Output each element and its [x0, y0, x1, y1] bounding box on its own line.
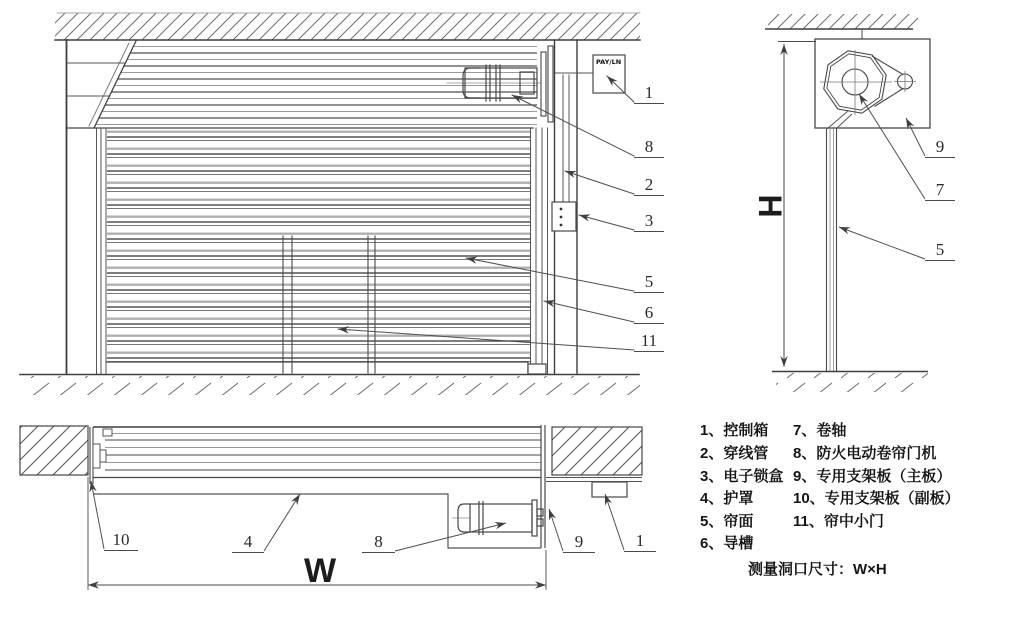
- legend-item-10: 10、专用支架板（副板）: [793, 490, 960, 507]
- measure-note: 测量洞口尺寸：W×H: [748, 561, 887, 578]
- wire-conduit: [563, 75, 569, 202]
- side-floor: [772, 372, 928, 393]
- plan-main-bracket: [541, 425, 545, 548]
- callout-plan-9: 9: [563, 532, 595, 553]
- callout-side-7: 7: [925, 180, 955, 201]
- curtain-bottom-bar: [107, 362, 546, 374]
- callout-side-9: 9: [925, 137, 955, 158]
- callout-8: 8: [634, 137, 664, 158]
- legend-item-4: 4、护罩: [700, 490, 754, 507]
- right-guide-rail: [531, 128, 548, 374]
- callout-3: 3: [634, 211, 664, 232]
- legend-item-7: 7、卷轴: [793, 422, 847, 439]
- legend-item-3: 3、电子锁盒: [700, 468, 784, 485]
- callout-1: 1: [634, 83, 664, 104]
- callout-plan-4: 4: [232, 532, 264, 553]
- plan-leader-lines: [91, 481, 624, 551]
- side-curtain: [827, 111, 853, 371]
- legend-item-6: 6、导槽: [700, 535, 754, 552]
- hood-rolled-curtain: [66, 41, 537, 128]
- control-box-logo: PAY/LN: [596, 58, 622, 66]
- protective-cover: [93, 494, 541, 548]
- legend-item-1: 1、控制箱: [700, 422, 769, 439]
- width-dimension-label: W: [303, 552, 337, 590]
- legend-item-11: 11、帘中小门: [793, 513, 884, 530]
- lock-box: [552, 202, 576, 231]
- left-guide-rail: [97, 128, 107, 374]
- callout-plan-8: 8: [362, 532, 395, 553]
- plan-motor: [452, 500, 543, 536]
- plan-left-wall: [20, 426, 88, 475]
- legend-item-8: 8、防火电动卷帘门机: [793, 445, 937, 462]
- front-view: [20, 13, 640, 395]
- floor: [20, 375, 640, 396]
- plan-control-box: [592, 482, 627, 497]
- callout-plan-1: 1: [624, 531, 656, 552]
- legend-item-5: 5、帘面: [700, 513, 754, 530]
- callout-11: 11: [634, 331, 664, 352]
- curtain-slats: [107, 130, 530, 362]
- callout-5: 5: [634, 272, 664, 293]
- legend-item-2: 2、穿线管: [700, 445, 769, 462]
- side-ceiling-hatch: [765, 14, 918, 39]
- callout-plan-10: 10: [104, 530, 138, 551]
- height-dimension-label: H: [752, 194, 788, 218]
- plan-right-wall: [552, 427, 642, 475]
- ceiling-hatch: [55, 13, 640, 40]
- plan-roller: [93, 427, 541, 478]
- callout-side-5: 5: [925, 240, 955, 261]
- legend-item-9: 9、专用支架板（主板）: [793, 468, 952, 485]
- callout-2: 2: [634, 175, 664, 196]
- plan-lintel-lines: [546, 478, 642, 482]
- callout-6: 6: [634, 303, 664, 324]
